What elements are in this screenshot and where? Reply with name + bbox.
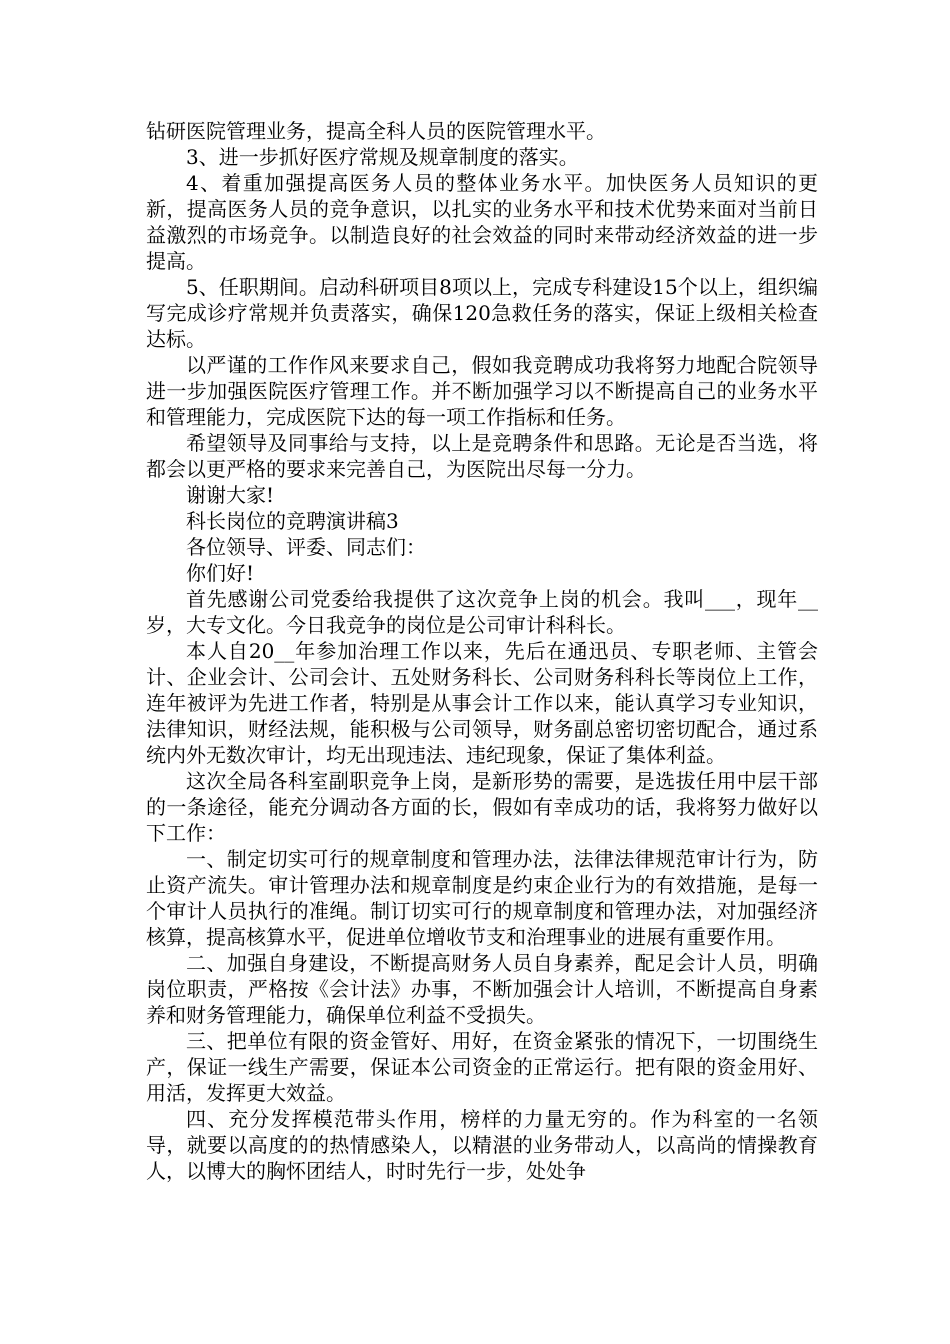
paragraph-1: 钻研医院管理业务，提高全科人员的医院管理水平。 bbox=[146, 119, 606, 143]
greeting: 你们好! bbox=[186, 561, 255, 585]
paragraph-2: 3、进一步抓好医疗常规及规章制度的落实。 bbox=[186, 145, 579, 169]
paragraph-16: 三、把单位有限的资金管好、用好，在资金紧张的情况下，一切围绕生产，保证一线生产需要，保证本公司资金的正常运行。把有限的资金用好、用活，发挥更大效益。 bbox=[146, 1029, 818, 1105]
paragraph-11: 首先感谢公司党委给我提供了这次竞争上岗的机会。我叫___，现年__岁，大专文化。今日我竞争的岗位是公司审计科科长。 bbox=[146, 587, 818, 637]
document-body bbox=[146, 118, 818, 1184]
paragraph-3: 4、着重加强提高医务人员的整体业务水平。加快医务人员知识的更新，提高医务人员的竞争意识，以扎实的业务水平和技术优势来面对当前日益激烈的市场竞争。以制造良好的社会效益的同时来带动经济效益的进一步提高。 bbox=[146, 171, 818, 273]
speech-title: 科长岗位的竞聘演讲稿3 bbox=[186, 509, 399, 533]
paragraph-7: 谢谢大家! bbox=[186, 483, 275, 507]
paragraph-13: 这次全局各科室副职竞争上岗，是新形势的需要，是选拔任用中层干部的一条途径，能充分调动各方面的长，假如有幸成功的话，我将努力做好以下工作： bbox=[146, 769, 818, 845]
paragraph-12: 本人自20__年参加治理工作以来，先后在通迅员、专职老师、主管会计、企业会计、公司会计、五处财务科长、公司财务科科长等岗位上工作，连年被评为先进工作者，特别是从事会计工作以来，能认真学习专业知识，法律知识，财经法规，能积极与公司领导，财务副总密切密切配合，通过系统内外无数次审计，均无出现违法、违纪现象，保证了集体利益。 bbox=[146, 639, 818, 767]
paragraph-17: 四、充分发挥模范带头作用，榜样的力量无穷的。作为科室的一名领导，就要以高度的的热情感染人，以精湛的业务带动人，以高尚的情操教育人，以博大的胸怀团结人，时时先行一步，处处争 bbox=[146, 1107, 818, 1183]
paragraph-5: 以严谨的工作作风来要求自己，假如我竞聘成功我将努力地配合院领导进一步加强医院医疗管理工作。并不断加强学习以不断提高自己的业务水平和管理能力，完成医院下达的每一项工作指标和任务。 bbox=[146, 353, 818, 429]
paragraph-4: 5、任职期间。启动科研项目8项以上，完成专科建设15个以上，组织编写完成诊疗常规并负责落实，确保120急救任务的落实，保证上级相关检查达标。 bbox=[146, 275, 818, 351]
paragraph-6: 希望领导及同事给与支持，以上是竞聘条件和思路。无论是否当选，将都会以更严格的要求来完善自己，为医院出尽每一分力。 bbox=[146, 431, 818, 481]
paragraph-14: 一、制定切实可行的规章制度和管理办法，法律法律规范审计行为，防止资产流失。审计管理办法和规章制度是约束企业行为的有效措施，是每一个审计人员执行的准绳。制订切实可行的规章制度和管理办法，对加强经济核算，提高核算水平，促进单位增收节支和治理事业的进展有重要作用。 bbox=[146, 847, 818, 949]
salutation: 各位领导、评委、同志们： bbox=[186, 535, 426, 559]
paragraph-15: 二、加强自身建设，不断提高财务人员自身素养，配足会计人员，明确岗位职责，严格按《会计法》办事，不断加强会计人培训，不断提高自身素养和财务管理能力，确保单位利益不受损失。 bbox=[146, 951, 818, 1027]
